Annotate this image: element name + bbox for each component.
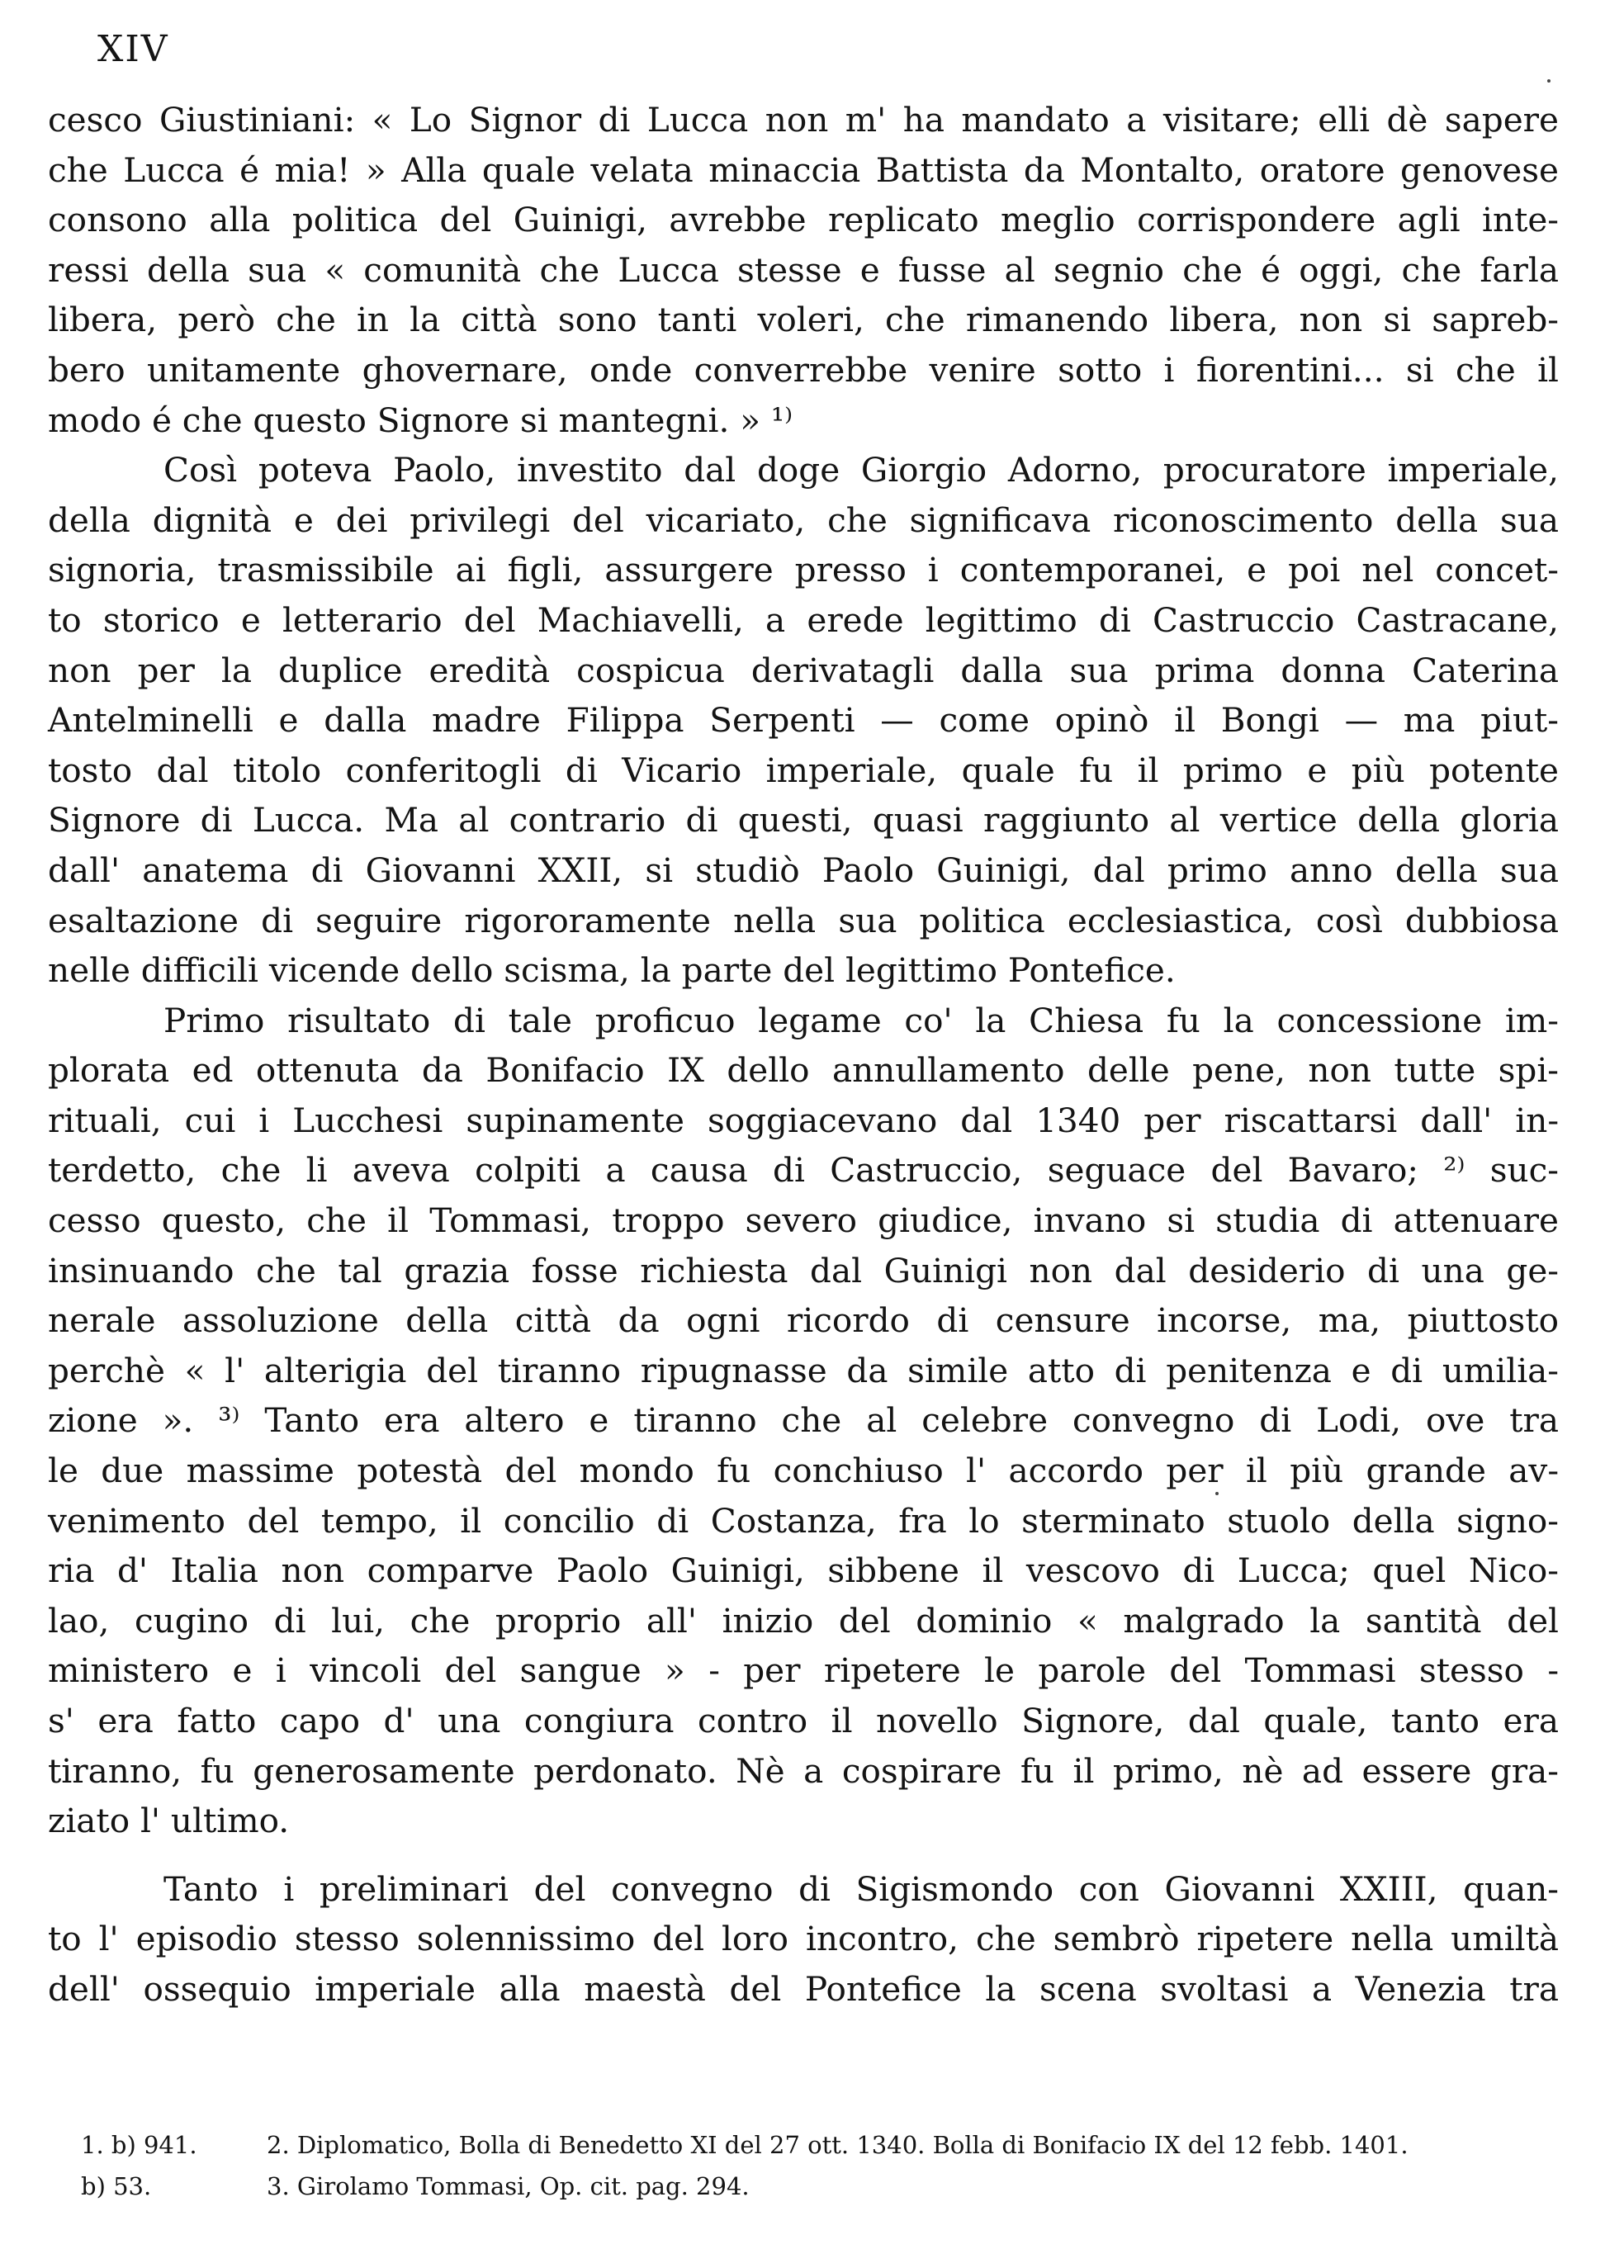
text-line: Tanto i preliminari del convegno di Sigismondo con Giovanni XXIII, quan- [163, 1868, 1559, 1909]
text-line: terdetto, che li aveva colpiti a causa di Castruccio, seguace del Bavaro; ²⁾ suc- [48, 1150, 1559, 1191]
text-line: Signore di Lucca. Ma al contrario di questi, quasi raggiunto al vertice della gloria [48, 800, 1559, 840]
text-line: libera, però che in la città sono tanti voleri, che rimanendo libera, non si sapreb- [48, 300, 1559, 340]
footnote-label: 1. b) 941. [81, 2131, 197, 2159]
footnotes [81, 2124, 1584, 2207]
body-text [48, 95, 1559, 2015]
text-line: perchè « l' alterigia del tiranno ripugnasse da simile atto di penitenza e di umilia- [48, 1350, 1559, 1390]
footnote-line [81, 2124, 1584, 2166]
text-line: to l' episodio stesso solennissimo del loro incontro, che sembrò ripetere nella umiltà [48, 1919, 1559, 1959]
text-line: bero unitamente ghovernare, onde converrebbe venire sotto i fiorentini... si che il [48, 349, 1559, 390]
text-line: Antelminelli e dalla madre Filippa Serpenti — come opinò il Bongi — ma piut- [48, 700, 1559, 741]
scan-speck [1215, 1492, 1219, 1495]
text-line: zione ». ³⁾ Tanto era altero e tiranno che al celebre convegno di Lodi, ove tra [48, 1400, 1559, 1441]
text-line: dall' anatema di Giovanni XXII, si studiò Paolo Guinigi, dal primo anno della sua [48, 850, 1559, 890]
text-line: tosto dal titolo conferitogli di Vicario imperiale, quale fu il primo e più potente [48, 750, 1559, 790]
scan-speck [1547, 79, 1551, 83]
footnote-label: b) 53. [81, 2172, 152, 2200]
text-line: Così poteva Paolo, investito dal doge Giorgio Adorno, procuratore imperiale, [163, 450, 1559, 490]
text-line: plorata ed ottenuta da Bonifacio IX dello annullamento delle pene, non tutte spi- [48, 1050, 1559, 1091]
text-line: della dignità e dei privilegi del vicariato, che significava riconoscimento della sua [48, 500, 1559, 540]
page-number: XIV [97, 28, 169, 70]
text-line: nelle difficili vicende dello scisma, la parte del legittimo Pontefice. [48, 950, 1176, 991]
text-line: le due massime potestà del mondo fu conchiuso l' accordo per il più grande av- [48, 1451, 1559, 1491]
text-line: s' era fatto capo d' una congiura contro il novello Signore, dal quale, tanto era [48, 1701, 1559, 1740]
footnote-line [81, 2166, 1584, 2207]
text-line: tiranno, fu generosamente perdonato. Nè a cospirare fu il primo, nè ad essere gra- [48, 1750, 1559, 1791]
text-line: lao, cugino di lui, che proprio all' inizio del dominio « malgrado la santità del [48, 1600, 1559, 1641]
text-line: ziato l' ultimo. [48, 1801, 290, 1841]
text-line: ressi della sua « comunità che Lucca stesse e fusse al segnio che é oggi, che farla [48, 249, 1559, 290]
text-line: signoria, trasmissibile ai figli, assurgere presso i contemporanei, e poi nel concet- [48, 550, 1559, 590]
text-line: ministero e i vincoli del sangue » - per ripetere le parole del Tommasi stesso - [48, 1650, 1559, 1691]
text-line: cesco Giustiniani: « Lo Signor di Lucca non m' ha mandato a visitare; elli dè sapere [48, 100, 1559, 140]
footnote-text: 3. Girolamo Tommasi, Op. cit. pag. 294. [267, 2172, 750, 2200]
text-line: to storico e letterario del Machiavelli, a erede legittimo di Castruccio Castracane, [48, 599, 1559, 640]
text-line: consono alla politica del Guinigi, avrebbe replicato meglio corrispondere agli inte- [48, 200, 1559, 240]
text-line: Primo risultato di tale proficuo legame co' la Chiesa fu la concessione im- [163, 1000, 1559, 1040]
footnote-text: 2. Diplomatico, Bolla di Benedetto XI del 27 ott. 1340. Bolla di Bonifacio IX del 12 febb. 1401. [267, 2131, 1409, 2159]
text-line: cesso questo, che il Tommasi, troppo severo giudice, invano si studia di attenuare [48, 1200, 1559, 1241]
text-line: ria d' Italia non comparve Paolo Guinigi, sibbene il vescovo di Lucca; quel Nico- [48, 1551, 1559, 1591]
text-line: esaltazione di seguire rigororamente nella sua politica ecclesiastica, così dubbiosa [48, 900, 1559, 940]
text-line: non per la duplice eredità cospicua derivatagli dalla sua prima donna Caterina [48, 650, 1559, 690]
text-line: che Lucca é mia! » Alla quale velata minaccia Battista da Montalto, oratore genovese [48, 149, 1559, 190]
text-line: modo é che questo Signore si mantegni. » ¹⁾ [48, 400, 793, 440]
text-line: nerale assoluzione della città da ogni ricordo di censure incorse, ma, piuttosto [48, 1300, 1559, 1341]
text-line: rituali, cui i Lucchesi supinamente soggiacevano dal 1340 per riscattarsi dall' in- [48, 1100, 1559, 1140]
text-line: venimento del tempo, il concilio di Costanza, fra lo sterminato stuolo della signo- [48, 1500, 1559, 1541]
text-line: insinuando che tal grazia fosse richiesta dal Guinigi non dal desiderio di una ge- [48, 1250, 1559, 1290]
text-line: dell' ossequio imperiale alla maestà del Pontefice la scena svoltasi a Venezia tra [48, 1968, 1559, 2009]
